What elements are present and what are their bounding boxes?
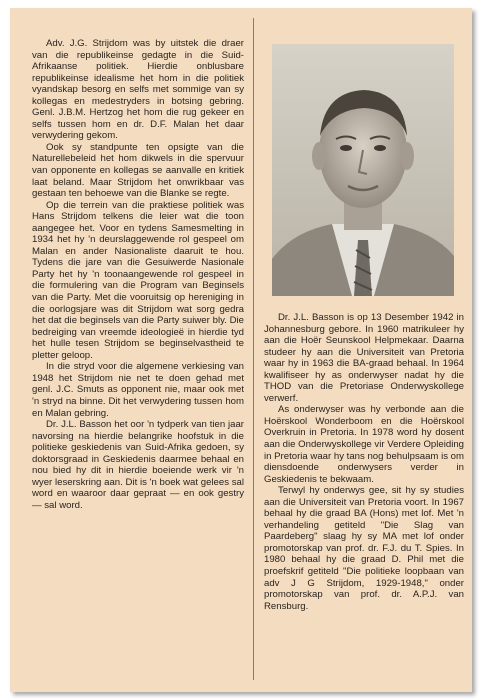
paragraph: In die stryd voor die algemene verkiesing van 1948 het Strijdom nie net te doen gehad met genl. J.C. Smuts as opponent nie, maar ook met 'n stryd na binne. Dit het verwydering tussen hom en Malan gebring. bbox=[32, 361, 244, 419]
paragraph: Adv. J.G. Strijdom was by uitstek die draer van die republikeinse gedagte in die Suid-Afrikaanse politiek. Hierdie onblusbare republikeinse idealisme het hom in die politiek vyandskap besorg en selfs met sommige van sy kollegas en medestryders in botsing gebring. Genl. J.B.M. Hertzog het hom die rug gekeer en selfs tussen hom en dr. D.F. Malan het daar verwydering gekom. bbox=[32, 38, 244, 142]
right-text-column bbox=[264, 312, 464, 692]
paragraph: Op die terrein van die praktiese politiek was Hans Strijdom telkens die leier wat die toon aangegee het. Voor en tydens Samesmelting in 1934 het hy 'n deurslaggewende rol gespeel om Malan en ander Nasionaliste daaruit te hou. Tydens die jare van die Gesuiwerde Nasionale Party het hy 'n toonaangewende rol gespeel in die formulering van die Program van Beginsels van die Party. Met die vooruitsig op hereniging in die oorlogsjare was dit Strijdom wat sorg gedra het dat die beginsels van die Party suiwer bly. Die bedreiging van vreemde ideologieë in hierdie tyd het hulle tesen Strijdom se beginselvastheid te pletter geloop. bbox=[32, 199, 244, 361]
paragraph: Ook sy standpunte ten opsigte van die Naturellebeleid het hom dikwels in die spervuur van opponente en kollegas se aanvalle en kritiek laat beland. Maar Strijdom het onwrikbaar vas gestaan ten behoewe van die Blanke se regte. bbox=[32, 141, 244, 200]
book-jacket-page bbox=[10, 8, 472, 692]
paragraph: As onderwyser was hy verbonde aan die Hoërskool Wonderboom en die Hoërskool Overkruin in Pretoria. In 1978 word hy dosent aan die Onderwyskollege vir Verdere Opleiding in Pretoria waar hy tans nog behulpsaam is om diensdoende onderwysers verder in Geskiedenis te bekwaam. bbox=[264, 404, 464, 485]
paragraph: Terwyl hy onderwys gee, sit hy sy studies aan die Universiteit van Pretoria voort. In 1967 behaal hy die graad BA (Hons) met lof. Met 'n verhandeling getiteld "Die Slag van Paardeberg" slaag hy sy MA met lof onder promotorskap van prof. dr. F.J. du T. Spies. In 1980 behaal hy die graad D. Phil met die proefskrif getiteld "Die politieke loopbaan van adv J G Strijdom, 1929-1948," onder promotorskap van prof. dr. A.P.J. van Rensburg. bbox=[264, 485, 464, 612]
author-portrait-photo bbox=[272, 44, 454, 296]
paragraph: Dr. J.L. Basson het oor 'n tydperk van tien jaar navorsing na hierdie belangrike hoofstuk in die politieke geskiedenis van Suid-Afrika gedoen, sy doktorsgraad in Geskiedenis daarmee behaal en nou bied hy dit in hierdie boeiende werk vir 'n wyer leserskring aan. Dit is 'n boek wat gelees sal word en waaroor daar gepraat — en ook gestry — sal word. bbox=[32, 419, 244, 511]
column-divider bbox=[253, 18, 254, 680]
left-text-column bbox=[32, 38, 244, 692]
paragraph: Dr. J.L. Basson is op 13 Desember 1942 in Johannesburg gebore. In 1960 matrikuleer hy aan die Hoër Seunskool Helpmekaar. Daarna studeer hy aan die Universiteit van Pretoria waar hy in 1963 die BA-graad behaal. In 1964 kwalifiseer hy as onderwyser nadat hy die THOD van die Pretoriase Onderwyskollege verwerf. bbox=[264, 312, 464, 404]
